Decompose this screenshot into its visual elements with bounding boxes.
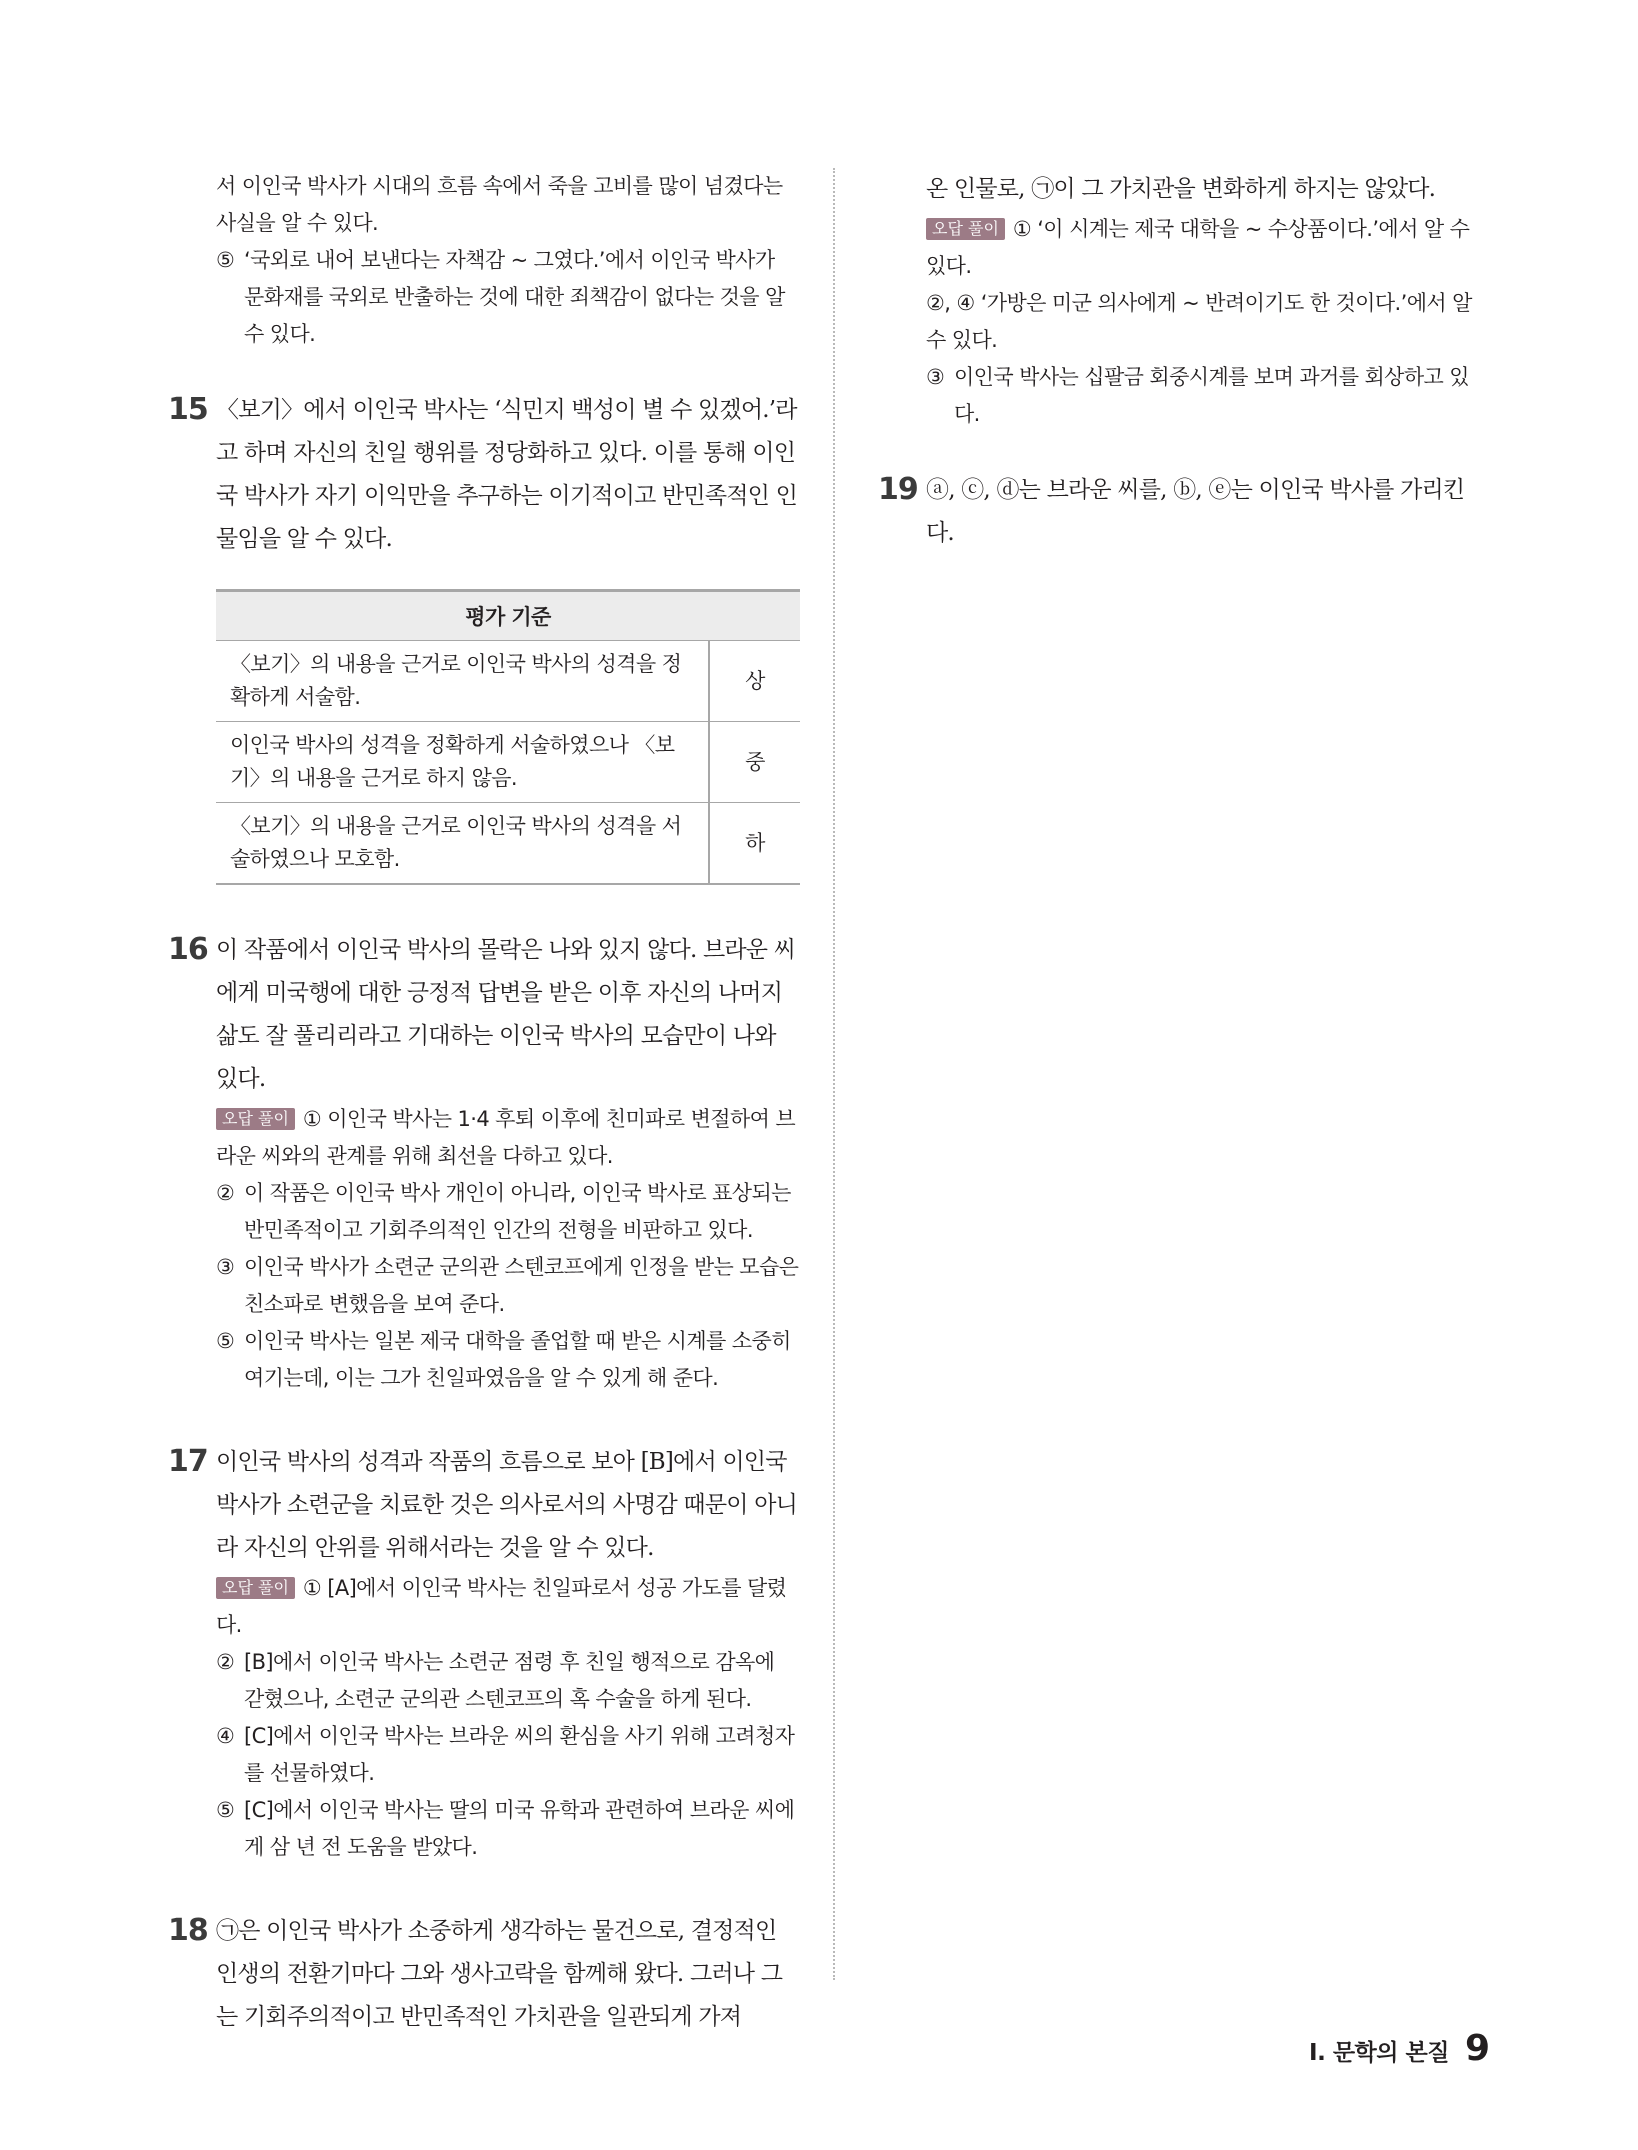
option-item bbox=[216, 1249, 800, 1323]
rubric-table bbox=[216, 589, 800, 885]
option-item bbox=[216, 1792, 800, 1866]
carry-over-option bbox=[216, 242, 800, 353]
left-column bbox=[168, 168, 800, 2039]
rubric-criterion: 〈보기〉의 내용을 근거로 이인국 박사의 성격을 정확하게 서술함. bbox=[216, 641, 709, 722]
option-text: [B]에서 이인국 박사는 소련군 점령 후 친일 행적으로 감옥에 갇혔으나, 소련군 군의관 스텐코프의 혹 수술을 하게 된다. bbox=[244, 1650, 775, 1711]
rubric-level: 하 bbox=[709, 803, 800, 885]
question-body: ⓐ, ⓒ, ⓓ는 브라운 씨를, ⓑ, ⓔ는 이인국 박사를 가리킨다. bbox=[926, 477, 1465, 546]
option-number: ②, ④ bbox=[926, 291, 975, 315]
option-item bbox=[926, 285, 1490, 359]
question-15 bbox=[168, 389, 800, 561]
table-row bbox=[216, 722, 800, 803]
question-17 bbox=[168, 1441, 800, 1866]
question-number: 15 bbox=[168, 392, 208, 427]
rubric-header: 평가 기준 bbox=[216, 591, 800, 641]
carry-over-line: 서 이인국 박사가 시대의 흐름 속에서 죽을 고비를 많이 넘겼다는 사실을 알 수 있다. bbox=[216, 174, 783, 235]
wrong-answer-badge: 오답 풀이 bbox=[216, 1577, 295, 1599]
option-item bbox=[216, 1323, 800, 1397]
table-row bbox=[216, 641, 800, 722]
rubric-criterion: 이인국 박사의 성격을 정확하게 서술하였으나 〈보기〉의 내용을 근거로 하지 않음. bbox=[216, 722, 709, 803]
question-18 bbox=[168, 1910, 800, 2039]
question-18-continued bbox=[926, 168, 1490, 433]
wrong-answer-explanation bbox=[216, 1101, 800, 1397]
question-body: 이인국 박사의 성격과 작품의 흐름으로 보아 [B]에서 이인국 박사가 소련군을 치료한 것은 의사로서의 사명감 때문이 아니라 자신의 안위를 위해서라는 것을 알 수 있다. bbox=[216, 1449, 798, 1561]
option-text: [C]에서 이인국 박사는 딸의 미국 유학과 관련하여 브라운 씨에게 삼 년 전 도움을 받았다. bbox=[244, 1798, 795, 1859]
option-number: ⑤ bbox=[216, 1798, 235, 1822]
option-text: 이인국 박사는 십팔금 회중시계를 보며 과거를 회상하고 있다. bbox=[954, 365, 1469, 426]
option-text: ‘가방은 미군 의사에게 ~ 반려이기도 한 것이다.’에서 알 수 있다. bbox=[926, 291, 1472, 352]
option-item bbox=[216, 1175, 800, 1249]
option-number: ① bbox=[302, 1576, 322, 1600]
table-row bbox=[216, 803, 800, 885]
option-text: 이인국 박사는 일본 제국 대학을 졸업할 때 받은 시계를 소중히 여기는데, 이는 그가 친일파였음을 알 수 있게 해 준다. bbox=[244, 1329, 791, 1390]
question-body: ㉠은 이인국 박사가 소중하게 생각하는 물건으로, 결정적인 인생의 전환기마다 그와 생사고락을 함께해 왔다. 그러나 그는 기회주의적이고 반민족적인 가치관을 일관되게 가져 bbox=[216, 1918, 783, 2030]
option-text: 이 작품은 이인국 박사 개인이 아니라, 이인국 박사로 표상되는 반민족적이고 기회주의적인 인간의 전형을 비판하고 있다. bbox=[244, 1181, 791, 1242]
question-19 bbox=[878, 469, 1490, 555]
question-body: 온 인물로, ㉠이 그 가치관을 변화하게 하지는 않았다. bbox=[926, 176, 1436, 202]
question-number: 18 bbox=[168, 1913, 208, 1948]
right-column bbox=[878, 168, 1490, 555]
question-16 bbox=[168, 929, 800, 1397]
question-number: 17 bbox=[168, 1444, 208, 1479]
option-number: ② bbox=[216, 1650, 235, 1674]
question-number: 19 bbox=[878, 472, 918, 507]
page-number: 9 bbox=[1464, 2028, 1490, 2069]
option-number: ⑤ bbox=[216, 1329, 235, 1353]
wrong-answer-badge: 오답 풀이 bbox=[216, 1108, 295, 1130]
wrong-answer-badge: 오답 풀이 bbox=[926, 218, 1005, 240]
option-number: ③ bbox=[926, 365, 945, 389]
question-body: 〈보기〉에서 이인국 박사는 ‘식민지 백성이 별 수 있겠어.’라고 하며 자신의 친일 행위를 정당화하고 있다. 이를 통해 이인국 박사가 자기 이익만을 추구하는 이기적이고 반민족적인 인물임을 알 수 있다. bbox=[216, 397, 798, 552]
column-divider bbox=[833, 168, 835, 1980]
option-text: ‘이 시계는 제국 대학을 ~ 수상품이다.’에서 알 수 있다. bbox=[926, 217, 1470, 278]
rubric-level: 상 bbox=[709, 641, 800, 722]
option-text: [A]에서 이인국 박사는 친일파로서 성공 가도를 달렸다. bbox=[216, 1576, 787, 1637]
option-number: ② bbox=[216, 1181, 235, 1205]
option-text: ‘국외로 내어 보낸다는 자책감 ~ 그였다.’에서 이인국 박사가 문화재를 국외로 반출하는 것에 대한 죄책감이 없다는 것을 알 수 있다. bbox=[244, 248, 785, 346]
wrong-answer-explanation bbox=[926, 211, 1490, 433]
option-text: 이인국 박사가 소련군 군의관 스텐코프에게 인정을 받는 모습은 친소파로 변했음을 보여 준다. bbox=[244, 1255, 799, 1316]
rubric-criterion: 〈보기〉의 내용을 근거로 이인국 박사의 성격을 서술하였으나 모호함. bbox=[216, 803, 709, 885]
option-item bbox=[926, 359, 1490, 433]
wrong-answer-explanation bbox=[216, 1570, 800, 1866]
option-text: 이인국 박사는 1·4 후퇴 이후에 친미파로 변절하여 브라운 씨와의 관계를 위해 최선을 다하고 있다. bbox=[216, 1107, 796, 1168]
option-number: ① bbox=[302, 1107, 322, 1131]
option-number: ① bbox=[1012, 217, 1032, 241]
option-number: ⑤ bbox=[216, 248, 235, 272]
rubric-level: 중 bbox=[709, 722, 800, 803]
page-footer bbox=[1309, 2028, 1490, 2069]
option-item bbox=[216, 1644, 800, 1718]
question-body: 이 작품에서 이인국 박사의 몰락은 나와 있지 않다. 브라운 씨에게 미국행에 대한 긍정적 답변을 받은 이후 자신의 나머지 삶도 잘 풀리리라고 기대하는 이인국 박사의 모습만이 나와 있다. bbox=[216, 937, 796, 1092]
option-item bbox=[216, 1718, 800, 1792]
question-number: 16 bbox=[168, 932, 208, 967]
option-number: ④ bbox=[216, 1724, 235, 1748]
q14-carry-over bbox=[216, 168, 800, 353]
option-number: ③ bbox=[216, 1255, 235, 1279]
section-title: Ⅰ. 문학의 본질 bbox=[1309, 2040, 1449, 2066]
option-text: [C]에서 이인국 박사는 브라운 씨의 환심을 사기 위해 고려청자를 선물하였다. bbox=[244, 1724, 795, 1785]
